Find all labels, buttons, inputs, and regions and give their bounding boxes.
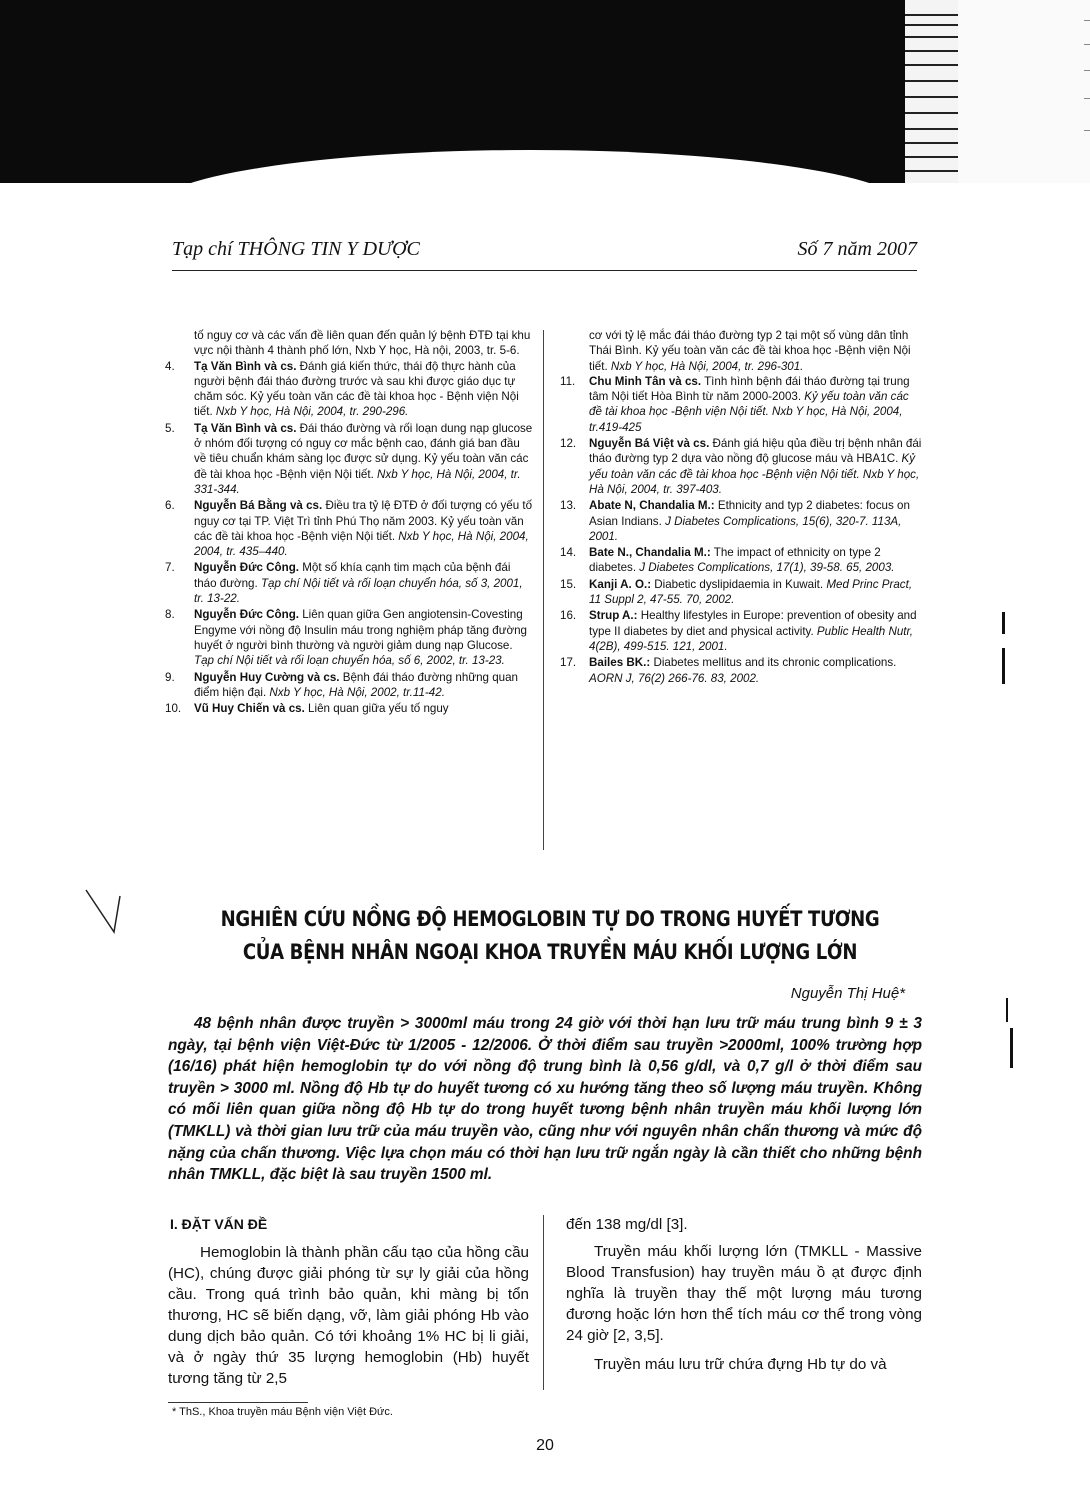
footnote-rule xyxy=(168,1402,308,1403)
reference-source: Tạp chí Nội tiết và rối loạn chuyển hóa, số 6, 2002, tr. 13-23. xyxy=(194,654,505,668)
reference-text: Bệnh đái tháo đường những quan điểm hiện đại. xyxy=(194,670,518,699)
reference-number: 12. xyxy=(560,437,577,451)
reference-number: 17. xyxy=(560,656,577,670)
running-header xyxy=(172,236,917,271)
reference-number: 13. xyxy=(560,499,577,513)
reference-authors: Nguyễn Đức Công. xyxy=(194,608,300,622)
reference-item xyxy=(560,577,922,608)
reference-authors: Nguyễn Huy Cường và cs. xyxy=(194,670,340,684)
reference-text: Healthy lifestyles in Europe: prevention of obesity and type II diabetes by diet and physical activity. xyxy=(589,609,917,638)
reference-text: Đánh giá kiến thức, thái độ thực hành của người bệnh đái tháo đường trước và sau khi được giáo dục tự chăm sóc. Kỷ yếu toàn văn các đề tài khoa học - Bệnh viện Nội tiết. xyxy=(194,359,519,419)
reference-text: Tình hình bệnh đái tháo đường tại trung tâm Nội tiết Hòa Bình từ năm 2000-2003. xyxy=(589,374,910,404)
reference-authors: Abate N, Chandalia M.: xyxy=(589,499,715,513)
reference-authors: Tạ Văn Bình và cs. xyxy=(194,421,297,435)
reference-item xyxy=(560,608,922,654)
body-paragraph: Hemoglobin là thành phần cấu tạo của hồng cầu (HC), chúng được giải phóng từ sự ly giải của hồng cầu. Trong quá trình bảo quản, khi màng bị tổn thương, HC sẽ biến dạng, vỡ, làm giải phóng Hb vào dung dịch bảo quản. Có tới khoảng 1% HC bị li giải, và ở ngày thứ 35 lượng hemoglobin (Hb) huyết tương tăng từ 2,5 xyxy=(168,1244,529,1387)
reference-authors: Nguyễn Bá Việt và cs. xyxy=(589,437,710,451)
reference-source: Nxb Y học, Hà Nội, 2002, tr.11-42. xyxy=(269,685,445,699)
reference-text: Điều tra tỷ lệ ĐTĐ ở đối tượng có yếu tố nguy cơ tại TP. Việt Trì tỉnh Phú Thọ năm 2003. Kỷ yếu toàn văn các đề tài khoa học -Bệnh viện Nội tiết. xyxy=(194,499,533,543)
reference-authors: Tạ Văn Bình và cs. xyxy=(194,359,297,373)
reference-source: AORN J, 76(2) 266-76. 83, 2002. xyxy=(589,671,760,685)
reference-authors: Nguyễn Bá Bằng và cs. xyxy=(194,499,323,513)
reference-item xyxy=(560,436,922,497)
reference-item xyxy=(560,545,922,576)
margin-mark xyxy=(1002,648,1005,684)
reference-authors: Vũ Huy Chiến và cs. xyxy=(194,702,305,716)
column-divider xyxy=(543,1215,544,1390)
reference-text: Diabetic dyslipidaemia in Kuwait. xyxy=(651,577,827,591)
reference-continuation: cơ với tỷ lệ mắc đái tháo đường typ 2 tại một số vùng dân tỉnh Thái Bình. Kỷ yếu toàn văn các đề tài khoa học -Bệnh viện Nội tiết. Nxb Y học, Hà Nội, 2004, tr. 296-301. xyxy=(589,329,911,373)
reference-source: Nxb Y học, Hà Nội, 2004, tr. 290-296. xyxy=(215,405,409,419)
margin-mark xyxy=(1010,1028,1013,1068)
column-divider xyxy=(543,330,544,850)
reference-text: The impact of ethnicity on type 2 diabetes. xyxy=(589,546,881,575)
reference-item xyxy=(165,607,535,668)
reference-text: Liên quan giữa Gen angiotensin-Covesting Engyme với nồng độ Insulin máu trong nghiệm pháp tăng đường huyết ở người bình thường và người giảm dung nạp Glucose. xyxy=(194,608,527,652)
reference-authors: Kanji A. O.: xyxy=(589,577,652,591)
body-paragraph: Truyền máu lưu trữ chứa đựng Hb tự do và xyxy=(594,1356,887,1373)
margin-tick-mark xyxy=(84,888,124,938)
article-title: NGHIÊN CỨU NỒNG ĐỘ HEMOGLOBIN TỰ DO TRONG HUYẾT TƯƠNG CỦA BỆNH NHÂN NGOẠI KHOA TRUYỀN MÁU KHỐI LƯỢNG LỚN xyxy=(220,907,880,964)
references-left-column xyxy=(165,328,535,717)
reference-number: 5. xyxy=(165,421,175,435)
reference-number: 9. xyxy=(165,670,175,684)
reference-text: Đái tháo đường và rối loạn dung nạp glucose ở nhóm đối tượng có nguy cơ mắc bệnh cao, đánh giá ban đầu về tiêu chuẩn khám sàng lọc được sử dụng. Kỷ yếu toàn văn các đề tài khoa học -Bệnh viện Nội tiết. xyxy=(194,421,533,481)
reference-source: J Diabetes Complications, 17(1), 39-58. 65, 2003. xyxy=(639,561,895,575)
reference-number: 6. xyxy=(165,499,175,513)
reference-item xyxy=(560,374,922,435)
reference-number: 14. xyxy=(560,546,577,560)
margin-mark xyxy=(1002,612,1005,634)
reference-text: Diabetes mellitus and its chronic complications. xyxy=(650,656,897,670)
reference-text: Một số khía cạnh tim mạch của bệnh đái tháo đường. xyxy=(194,561,511,590)
footnote: * ThS., Khoa truyền máu Bệnh viện Việt Đức. xyxy=(172,1406,393,1418)
reference-authors: Chu Minh Tân và cs. xyxy=(589,374,702,388)
reference-number: 16. xyxy=(560,609,577,623)
reference-authors: Nguyễn Đức Công. xyxy=(194,561,300,575)
reference-authors: Bate N., Chandalia M.: xyxy=(589,546,711,560)
margin-mark xyxy=(1006,998,1008,1022)
reference-number: 10. xyxy=(165,702,182,716)
reference-item xyxy=(165,421,535,497)
reference-source: Med Princ Pract, 11 Suppl 2, 47-55. 70, 2002. xyxy=(589,577,913,607)
reference-source: Kỷ yếu toàn văn các đề tài khoa học -Bệnh viện Nội tiết. Nxb Y học, Hà Nội, 2004, tr. 397-403. xyxy=(589,452,920,496)
reference-item xyxy=(165,701,535,716)
scan-edge-strip xyxy=(905,0,963,183)
issue-label: Số 7 năm 2007 xyxy=(797,238,917,260)
section-heading: I. ĐẶT VẤN ĐỀ xyxy=(170,1216,268,1232)
reference-source: Nxb Y học, Hà Nội, 2004, 2004, tr. 435–440. xyxy=(194,529,529,559)
reference-authors: Strup A.: xyxy=(589,609,638,623)
reference-number: 8. xyxy=(165,608,175,622)
abstract: 48 bệnh nhân được truyền > 3000ml máu trong 24 giờ với thời hạn lưu trữ máu trung bình 9 ± 3 ngày, tại bệnh viện Việt-Đức từ 1/2005 - 12/2006. Ở thời điểm sau truyền >2000ml, 100% trường hợp (16/16) phát hiện hemoglobin tự do với nồng độ trung bình là 0,56 g/dl, và 0,7 g/l ở thời điểm sau truyền > 3000 ml. Nồng độ Hb tự do huyết tương có xu hướng tăng theo số lượng máu truyền. Không có mối liên quan giữa nồng độ Hb tự do trong huyết tương bệnh nhân truyền máu khối lượng lớn (TMKLL) và thời gian lưu trữ của máu truyền vào, cũng như với nguyên nhân chấn thương và mức độ nặng của chấn thương. Việc lựa chọn máu có thời hạn lưu trữ ngắn ngày là cần thiết cho những bệnh nhân TMKLL, đặc biệt là sau truyền 1500 ml. xyxy=(168,1015,922,1184)
reference-number: 4. xyxy=(165,359,175,373)
reference-number: 15. xyxy=(560,577,577,591)
page-number: 20 xyxy=(536,1437,554,1454)
reference-text: Ethnicity and typ 2 diabetes: focus on Asian Indians. xyxy=(589,499,910,528)
reference-source: Nxb Y học, Hà Nội, 2004, tr. 331-344. xyxy=(194,467,521,496)
reference-source: Tạp chí Nội tiết và rối loạn chuyển hóa, số 3, 2001, tr. 13-22. xyxy=(194,576,523,606)
journal-name: Tạp chí THÔNG TIN Y DƯỢC xyxy=(172,238,420,260)
body-paragraph: đến 138 mg/dl [3]. xyxy=(566,1216,688,1233)
reference-number: 7. xyxy=(165,561,175,575)
body-paragraph: Truyền máu khối lượng lớn (TMKLL - Massive Blood Transfusion) hay truyền máu ồ ạt được định nghĩa là truyền thay thế một lượng máu tương đương hoặc lớn hơn thể tích máu cơ thể trong vòng 24 giờ [2, 3,5]. xyxy=(566,1243,922,1344)
reference-text: Đánh giá hiệu qủa điều trị bệnh nhân đái tháo đường typ 2 dựa vào nồng độ glucose máu và HBA1C. xyxy=(589,437,922,466)
reference-item xyxy=(165,670,535,701)
reference-authors: Bailes BK.: xyxy=(589,656,651,670)
reference-source: Kỷ yếu toàn văn các đề tài khoa học -Bệnh viện Nội tiết. Nxb Y học, Hà Nội, 2004, tr.419-425 xyxy=(589,390,909,434)
reference-continuation: tố nguy cơ và các vấn đề liên quan đến quản lý bệnh ĐTĐ tại khu vực nội thành 4 thành phố lớn, Nxb Y học, Hà nội, 2003, tr. 5-6. xyxy=(194,329,531,358)
reference-item xyxy=(165,560,535,606)
reference-item xyxy=(560,498,922,544)
reference-source: J Diabetes Complications, 15(6), 320-7. 113A, 2001. xyxy=(589,514,902,543)
reference-item xyxy=(560,655,922,686)
reference-source: Public Health Nutr, 4(2B), 499-515. 121, 2001. xyxy=(589,624,913,653)
reference-number: 11. xyxy=(560,374,576,388)
scan-edge-light xyxy=(958,0,1090,183)
references-right-column xyxy=(560,328,922,687)
reference-item xyxy=(165,359,535,420)
author-name: Nguyễn Thị Huệ* xyxy=(790,985,905,1002)
reference-item xyxy=(165,498,535,559)
reference-text: Liên quan giữa yếu tố nguy xyxy=(304,702,449,716)
